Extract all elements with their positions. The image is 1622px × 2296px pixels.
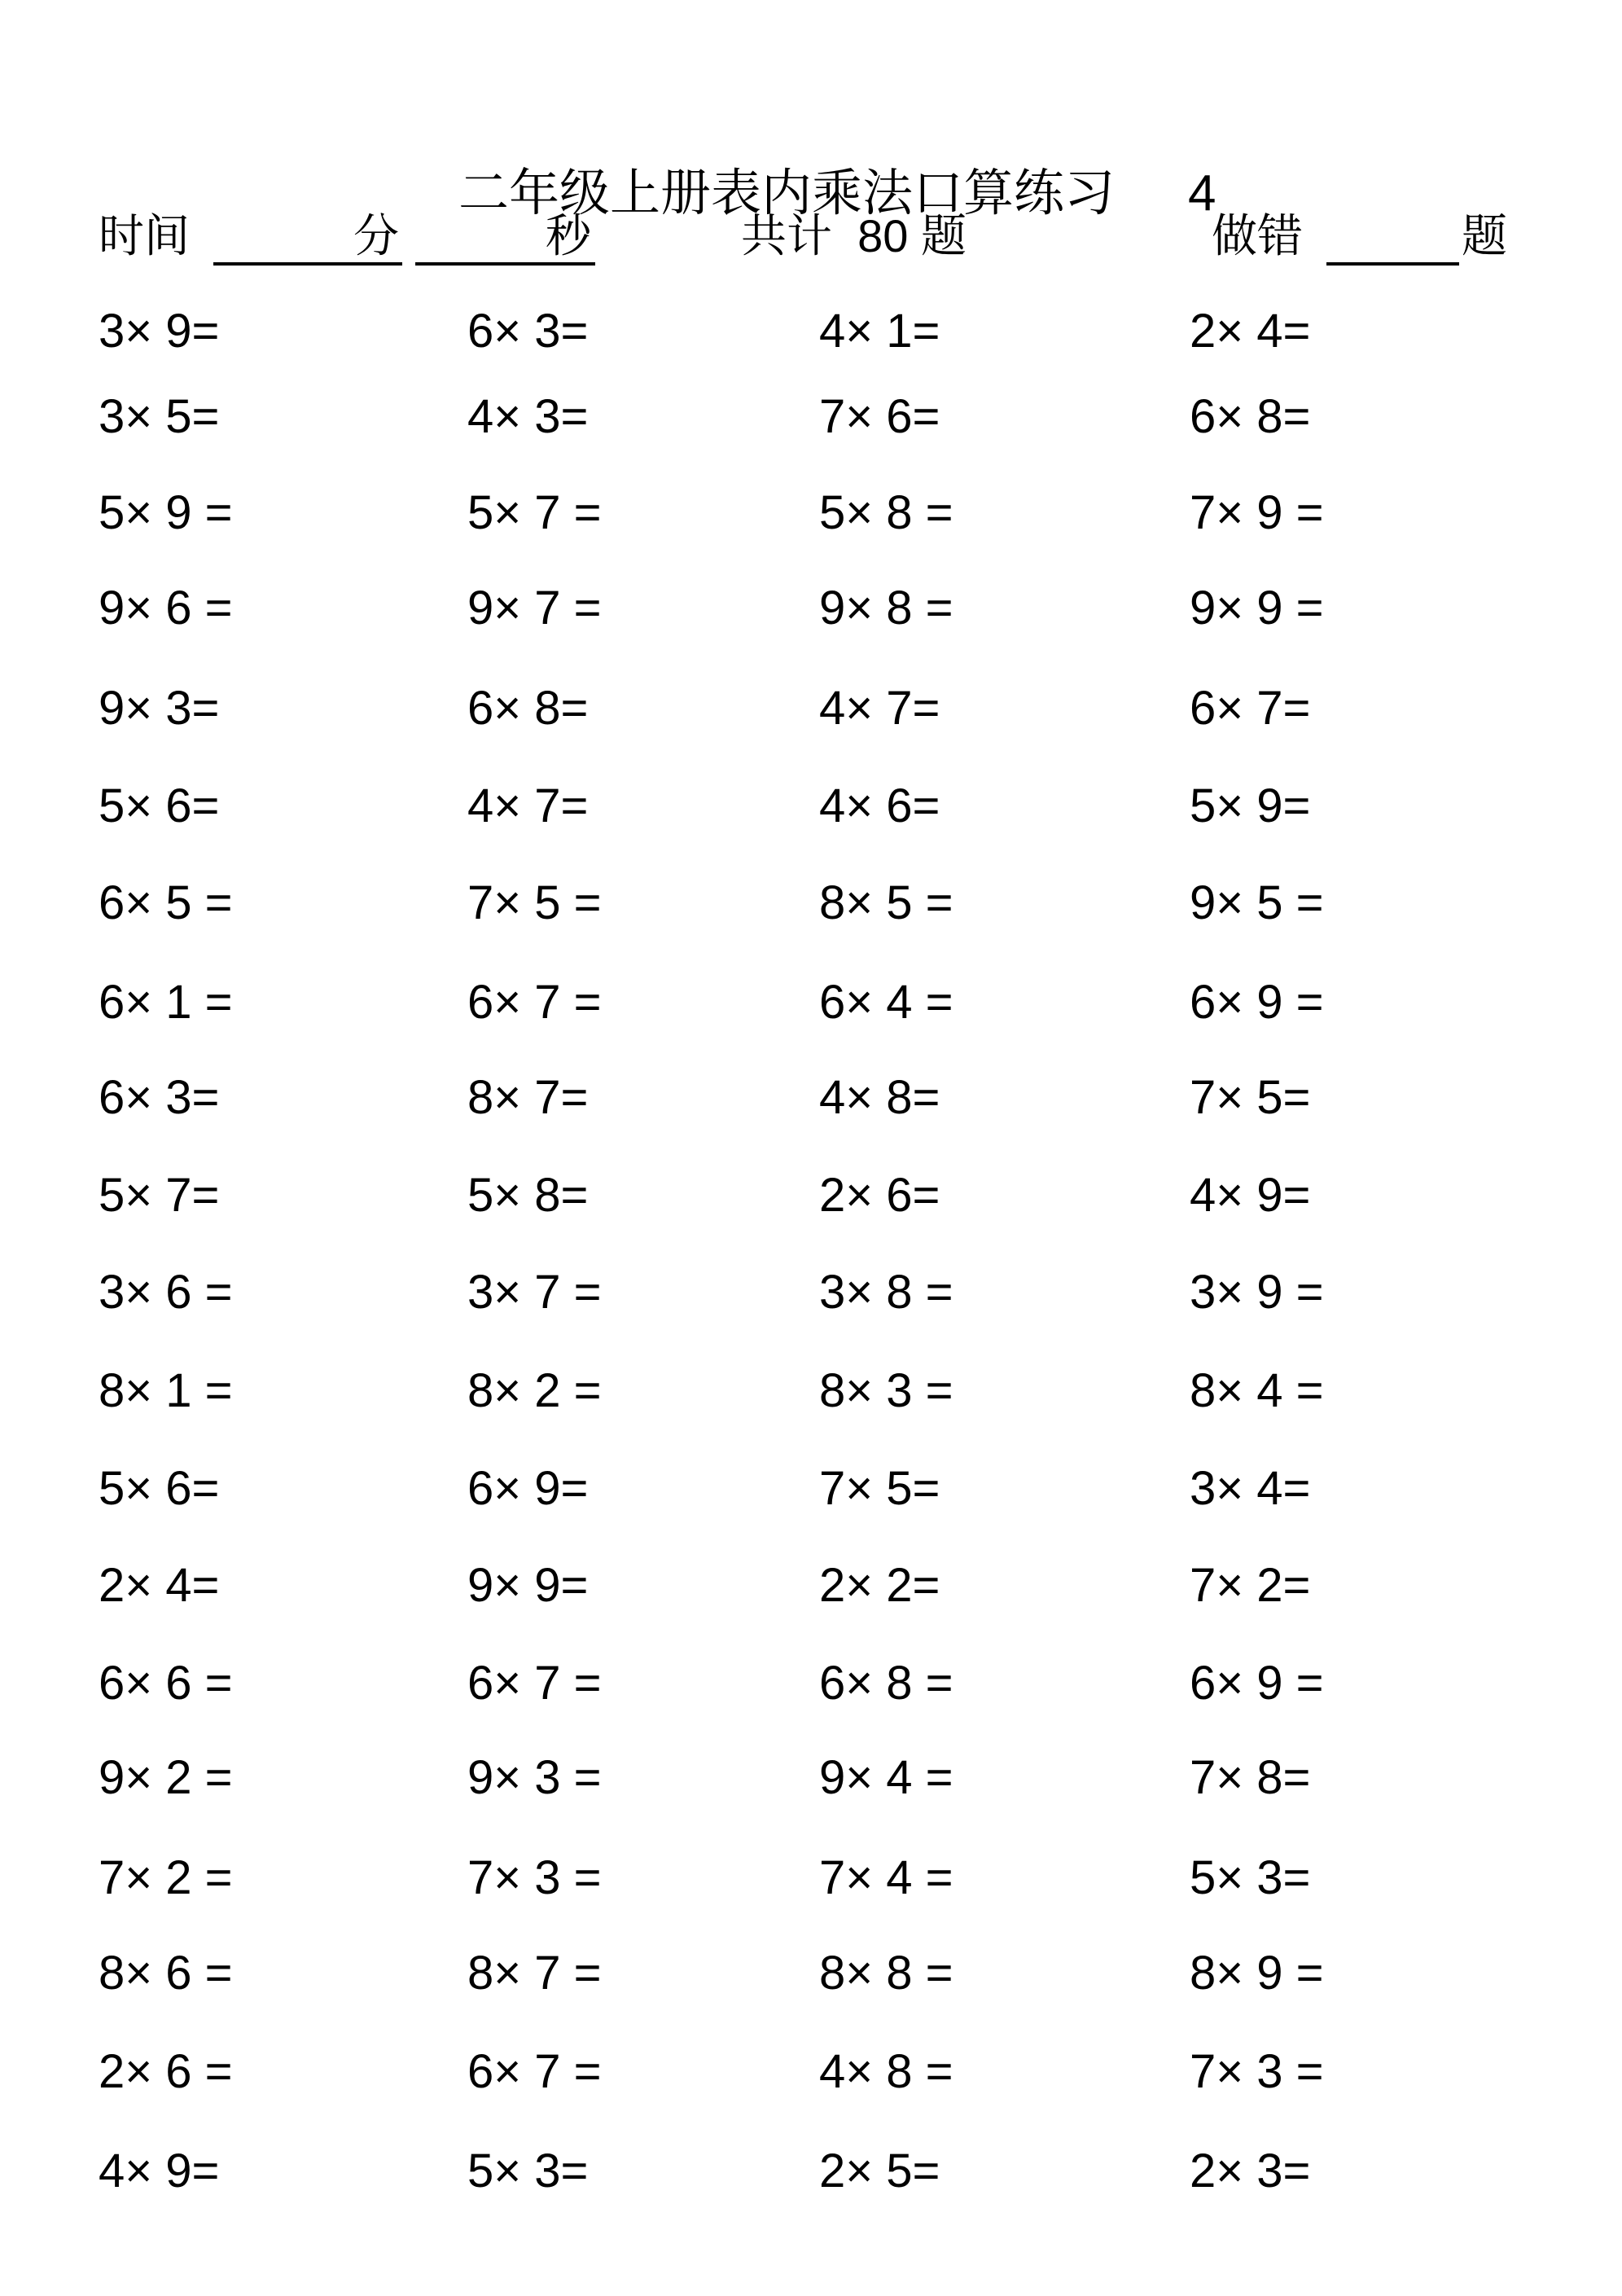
problem-11-2: 3× 7 = xyxy=(467,1266,602,1319)
problem-8-2: 6× 7 = xyxy=(467,976,602,1029)
problem-2-4: 6× 8= xyxy=(1190,390,1311,443)
problem-6-2: 4× 7= xyxy=(467,779,589,832)
problem-10-2: 5× 8= xyxy=(467,1169,589,1222)
problem-18-4: 8× 9 = xyxy=(1190,1947,1324,2000)
problem-12-3: 8× 3 = xyxy=(819,1364,953,1417)
problem-19-3: 4× 8 = xyxy=(819,2045,953,2098)
problem-18-2: 8× 7 = xyxy=(467,1947,602,2000)
problem-1-4: 2× 4= xyxy=(1190,305,1311,358)
minutes-label: 分 xyxy=(353,210,399,261)
wrong-label: 做错 xyxy=(1212,210,1303,261)
problem-20-4: 2× 3= xyxy=(1190,2145,1311,2197)
problem-3-1: 5× 9 = xyxy=(99,486,233,539)
page-title xyxy=(0,118,1622,222)
problem-16-1: 9× 2 = xyxy=(99,1751,233,1804)
problem-15-1: 6× 6 = xyxy=(99,1657,233,1710)
seconds-blank xyxy=(415,262,595,266)
problem-16-2: 9× 3 = xyxy=(467,1751,602,1804)
time-label: 时间 xyxy=(99,210,190,261)
problem-14-1: 2× 4= xyxy=(99,1559,220,1612)
problem-6-3: 4× 6= xyxy=(819,779,940,832)
wrong-count-blank xyxy=(1326,262,1459,266)
problem-4-4: 9× 9 = xyxy=(1190,582,1324,634)
total-count-label: 共计 80 题 xyxy=(741,210,967,261)
problem-4-2: 9× 7 = xyxy=(467,582,602,634)
minutes-blank xyxy=(213,262,402,266)
problem-12-1: 8× 1 = xyxy=(99,1364,233,1417)
problem-15-2: 6× 7 = xyxy=(467,1657,602,1710)
problem-11-4: 3× 9 = xyxy=(1190,1266,1324,1319)
problem-9-1: 6× 3= xyxy=(99,1071,220,1124)
problem-20-1: 4× 9= xyxy=(99,2145,220,2197)
problem-14-4: 7× 2= xyxy=(1190,1559,1311,1612)
problem-6-4: 5× 9= xyxy=(1190,779,1311,832)
problem-9-3: 4× 8= xyxy=(819,1071,940,1124)
problem-4-1: 9× 6 = xyxy=(99,582,233,634)
problem-9-2: 8× 7= xyxy=(467,1071,589,1124)
problem-14-2: 9× 9= xyxy=(467,1559,589,1612)
problem-6-1: 5× 6= xyxy=(99,779,220,832)
wrong-unit-label: 题 xyxy=(1462,210,1507,261)
problem-7-2: 7× 5 = xyxy=(467,876,602,929)
problem-19-4: 7× 3 = xyxy=(1190,2045,1324,2098)
problem-14-3: 2× 2= xyxy=(819,1559,940,1612)
problem-12-2: 8× 2 = xyxy=(467,1364,602,1417)
title-number: 4 xyxy=(1187,165,1216,222)
problem-19-2: 6× 7 = xyxy=(467,2045,602,2098)
problem-18-1: 8× 6 = xyxy=(99,1947,233,2000)
problem-13-1: 5× 6= xyxy=(99,1462,220,1515)
problem-17-3: 7× 4 = xyxy=(819,1851,953,1904)
problem-8-1: 6× 1 = xyxy=(99,976,233,1029)
problem-3-3: 5× 8 = xyxy=(819,486,953,539)
problem-2-3: 7× 6= xyxy=(819,390,940,443)
problem-15-4: 6× 9 = xyxy=(1190,1657,1324,1710)
problem-20-2: 5× 3= xyxy=(467,2145,589,2197)
problem-19-1: 2× 6 = xyxy=(99,2045,233,2098)
problem-10-4: 4× 9= xyxy=(1190,1169,1311,1222)
problem-12-4: 8× 4 = xyxy=(1190,1364,1324,1417)
problem-9-4: 7× 5= xyxy=(1190,1071,1311,1124)
problem-7-3: 8× 5 = xyxy=(819,876,953,929)
problem-7-1: 6× 5 = xyxy=(99,876,233,929)
problem-16-4: 7× 8= xyxy=(1190,1751,1311,1804)
problem-1-3: 4× 1= xyxy=(819,305,940,358)
seconds-label: 秒 xyxy=(546,210,591,261)
problem-17-2: 7× 3 = xyxy=(467,1851,602,1904)
problem-13-2: 6× 9= xyxy=(467,1462,589,1515)
problem-18-3: 8× 8 = xyxy=(819,1947,953,2000)
problem-3-2: 5× 7 = xyxy=(467,486,602,539)
problem-11-3: 3× 8 = xyxy=(819,1266,953,1319)
problem-1-1: 3× 9= xyxy=(99,305,220,358)
problem-8-4: 6× 9 = xyxy=(1190,976,1324,1029)
problem-5-3: 4× 7= xyxy=(819,682,940,735)
problem-17-1: 7× 2 = xyxy=(99,1851,233,1904)
problem-5-1: 9× 3= xyxy=(99,682,220,735)
problem-2-2: 4× 3= xyxy=(467,390,589,443)
problem-10-1: 5× 7= xyxy=(99,1169,220,1222)
problem-10-3: 2× 6= xyxy=(819,1169,940,1222)
problem-13-3: 7× 5= xyxy=(819,1462,940,1515)
problem-1-2: 6× 3= xyxy=(467,305,589,358)
problem-15-3: 6× 8 = xyxy=(819,1657,953,1710)
title-text: 二年级上册表内乘法口算练习 xyxy=(458,165,1115,222)
problem-8-3: 6× 4 = xyxy=(819,976,953,1029)
problem-5-2: 6× 8= xyxy=(467,682,589,735)
problem-17-4: 5× 3= xyxy=(1190,1851,1311,1904)
problem-11-1: 3× 6 = xyxy=(99,1266,233,1319)
problem-4-3: 9× 8 = xyxy=(819,582,953,634)
problem-7-4: 9× 5 = xyxy=(1190,876,1324,929)
problem-16-3: 9× 4 = xyxy=(819,1751,953,1804)
problem-5-4: 6× 7= xyxy=(1190,682,1311,735)
problem-13-4: 3× 4= xyxy=(1190,1462,1311,1515)
problem-20-3: 2× 5= xyxy=(819,2145,940,2197)
problem-3-4: 7× 9 = xyxy=(1190,486,1324,539)
problem-2-1: 3× 5= xyxy=(99,390,220,443)
